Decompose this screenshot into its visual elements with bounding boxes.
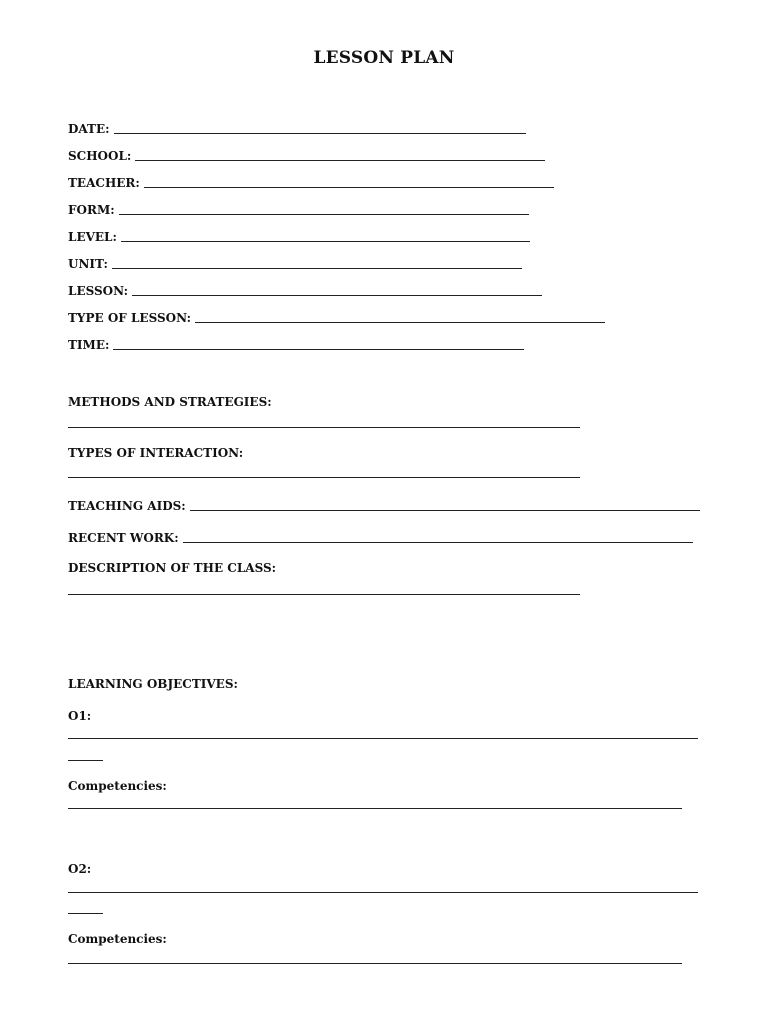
blank-line [112,268,522,269]
blank-line [68,808,682,809]
field-label: TEACHING AIDS: [68,499,186,513]
blank-line [135,160,545,161]
blank-line [183,542,693,543]
field-label: SCHOOL: [68,149,132,163]
objective-1-competencies-label: Competencies: [68,779,167,793]
class-description-heading: DESCRIPTION OF THE CLASS: [68,561,277,575]
field-form [68,199,529,217]
field-label: DATE: [68,122,110,136]
field-label: FORM: [68,203,115,217]
blank-line [68,594,580,595]
field-label: TIME: [68,338,110,352]
blank-line [121,241,530,242]
field-label: LESSON: [68,284,129,298]
field-teaching-aids [68,495,700,513]
interaction-heading: TYPES OF INTERACTION: [68,446,244,460]
blank-line [119,214,529,215]
blank-line [68,913,103,914]
field-school [68,145,545,163]
blank-line [132,295,542,296]
field-lesson [68,280,542,298]
blank-line [190,510,700,511]
field-teacher [68,172,554,190]
blank-line [195,322,605,323]
blank-line [68,963,682,964]
objective-1-label: O1: [68,709,92,723]
field-level [68,226,530,244]
blank-line [68,427,580,428]
objective-2-competencies-label: Competencies: [68,932,167,946]
blank-line [114,133,526,134]
blank-line [68,760,103,761]
objective-2-label: O2: [68,862,92,876]
field-label: LEVEL: [68,230,117,244]
blank-line [68,477,580,478]
field-recent-work [68,527,693,545]
blank-line [113,349,524,350]
field-label: TEACHER: [68,176,140,190]
page-title: LESSON PLAN [313,48,455,68]
field-label: RECENT WORK: [68,531,179,545]
blank-line [68,892,698,893]
learning-objectives-heading: LEARNING OBJECTIVES: [68,677,238,691]
field-unit [68,253,522,271]
blank-line [68,738,698,739]
blank-line [144,187,554,188]
field-label: TYPE OF LESSON: [68,311,192,325]
field-time [68,334,524,352]
methods-heading: METHODS AND STRATEGIES: [68,395,272,409]
field-label: UNIT: [68,257,108,271]
field-type-of-lesson [68,307,605,325]
field-date [68,118,526,136]
